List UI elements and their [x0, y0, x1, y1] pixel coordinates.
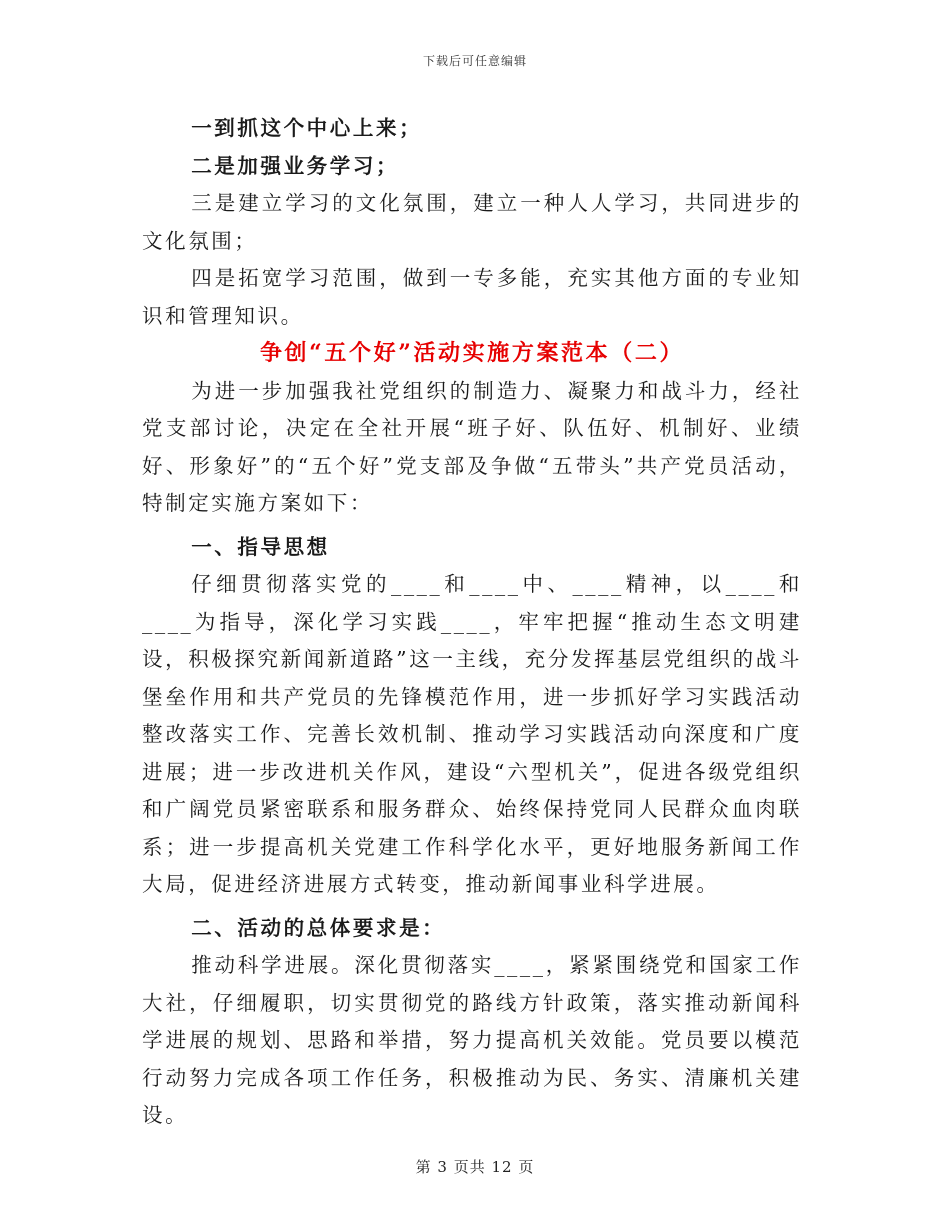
page-header-note: 下载后可任意编辑 — [422, 54, 527, 68]
document-body — [142, 110, 802, 1135]
intro-paragraph: 为进一步加强我社党组织的制造力、凝聚力和战斗力，经社党支部讨论，决定在全社开展“班子好、队伍好、机制好、业绩好、形象好”的“五个好”党支部及争做“五带头”共产党员活动，特制定实施方案如下： — [142, 378, 802, 515]
section-heading-overall-requirements: 二、活动的总体要求是： — [191, 915, 446, 940]
paragraph-item-4: 四是拓宽学习范围，做到一专多能，充实其他方面的专业知识和管理知识。 — [142, 266, 802, 328]
paragraph-item-3: 三是建立学习的文化氛围，建立一种人人学习，共同进步的文化氛围； — [142, 191, 802, 253]
page-number: 第 3 页共 12 页 — [415, 1158, 535, 1176]
section-text-overall-requirements: 推动科学进展。深化贯彻落实____，紧紧围绕党和国家工作大社，仔细履职，切实贯彻党的路线方针政策，落实推动新闻科学进展的规划、思路和举措，努力提高机关效能。党员要以模范行动努力完成各项工作任务，积极推动为民、务实、清廉机关建设。 — [142, 953, 802, 1127]
document-title: 争创“五个好”活动实施方案范本（二） — [259, 340, 685, 366]
paragraph-item-1: 一到抓这个中心上来； — [191, 116, 423, 140]
section-text-guiding-ideology: 仔细贯彻落实党的____和____中、____精神，以____和____为指导，深化学习实践____，牢牢把握“推动生态文明建设，积极探究新闻新道路”这一主线，充分发挥基层党组织的战斗堡垒作用和共产党员的先锋模范作用，进一步抓好学习实践活动整改落实工作、完善长效机制、推动学习实践活动向深度和广度进展；进一步改进机关作风，建设“六型机关”，促进各级党组织和广阔党员紧密联系和服务群众、始终保持党同人民群众血肉联系；进一步提高机关党建工作科学化水平，更好地服务新闻工作大局，促进经济进展方式转变，推动新闻事业科学进展。 — [142, 572, 802, 896]
section-heading-guiding-ideology: 一、指导思想 — [191, 534, 330, 559]
paragraph-item-2: 二是加强业务学习； — [191, 153, 400, 178]
